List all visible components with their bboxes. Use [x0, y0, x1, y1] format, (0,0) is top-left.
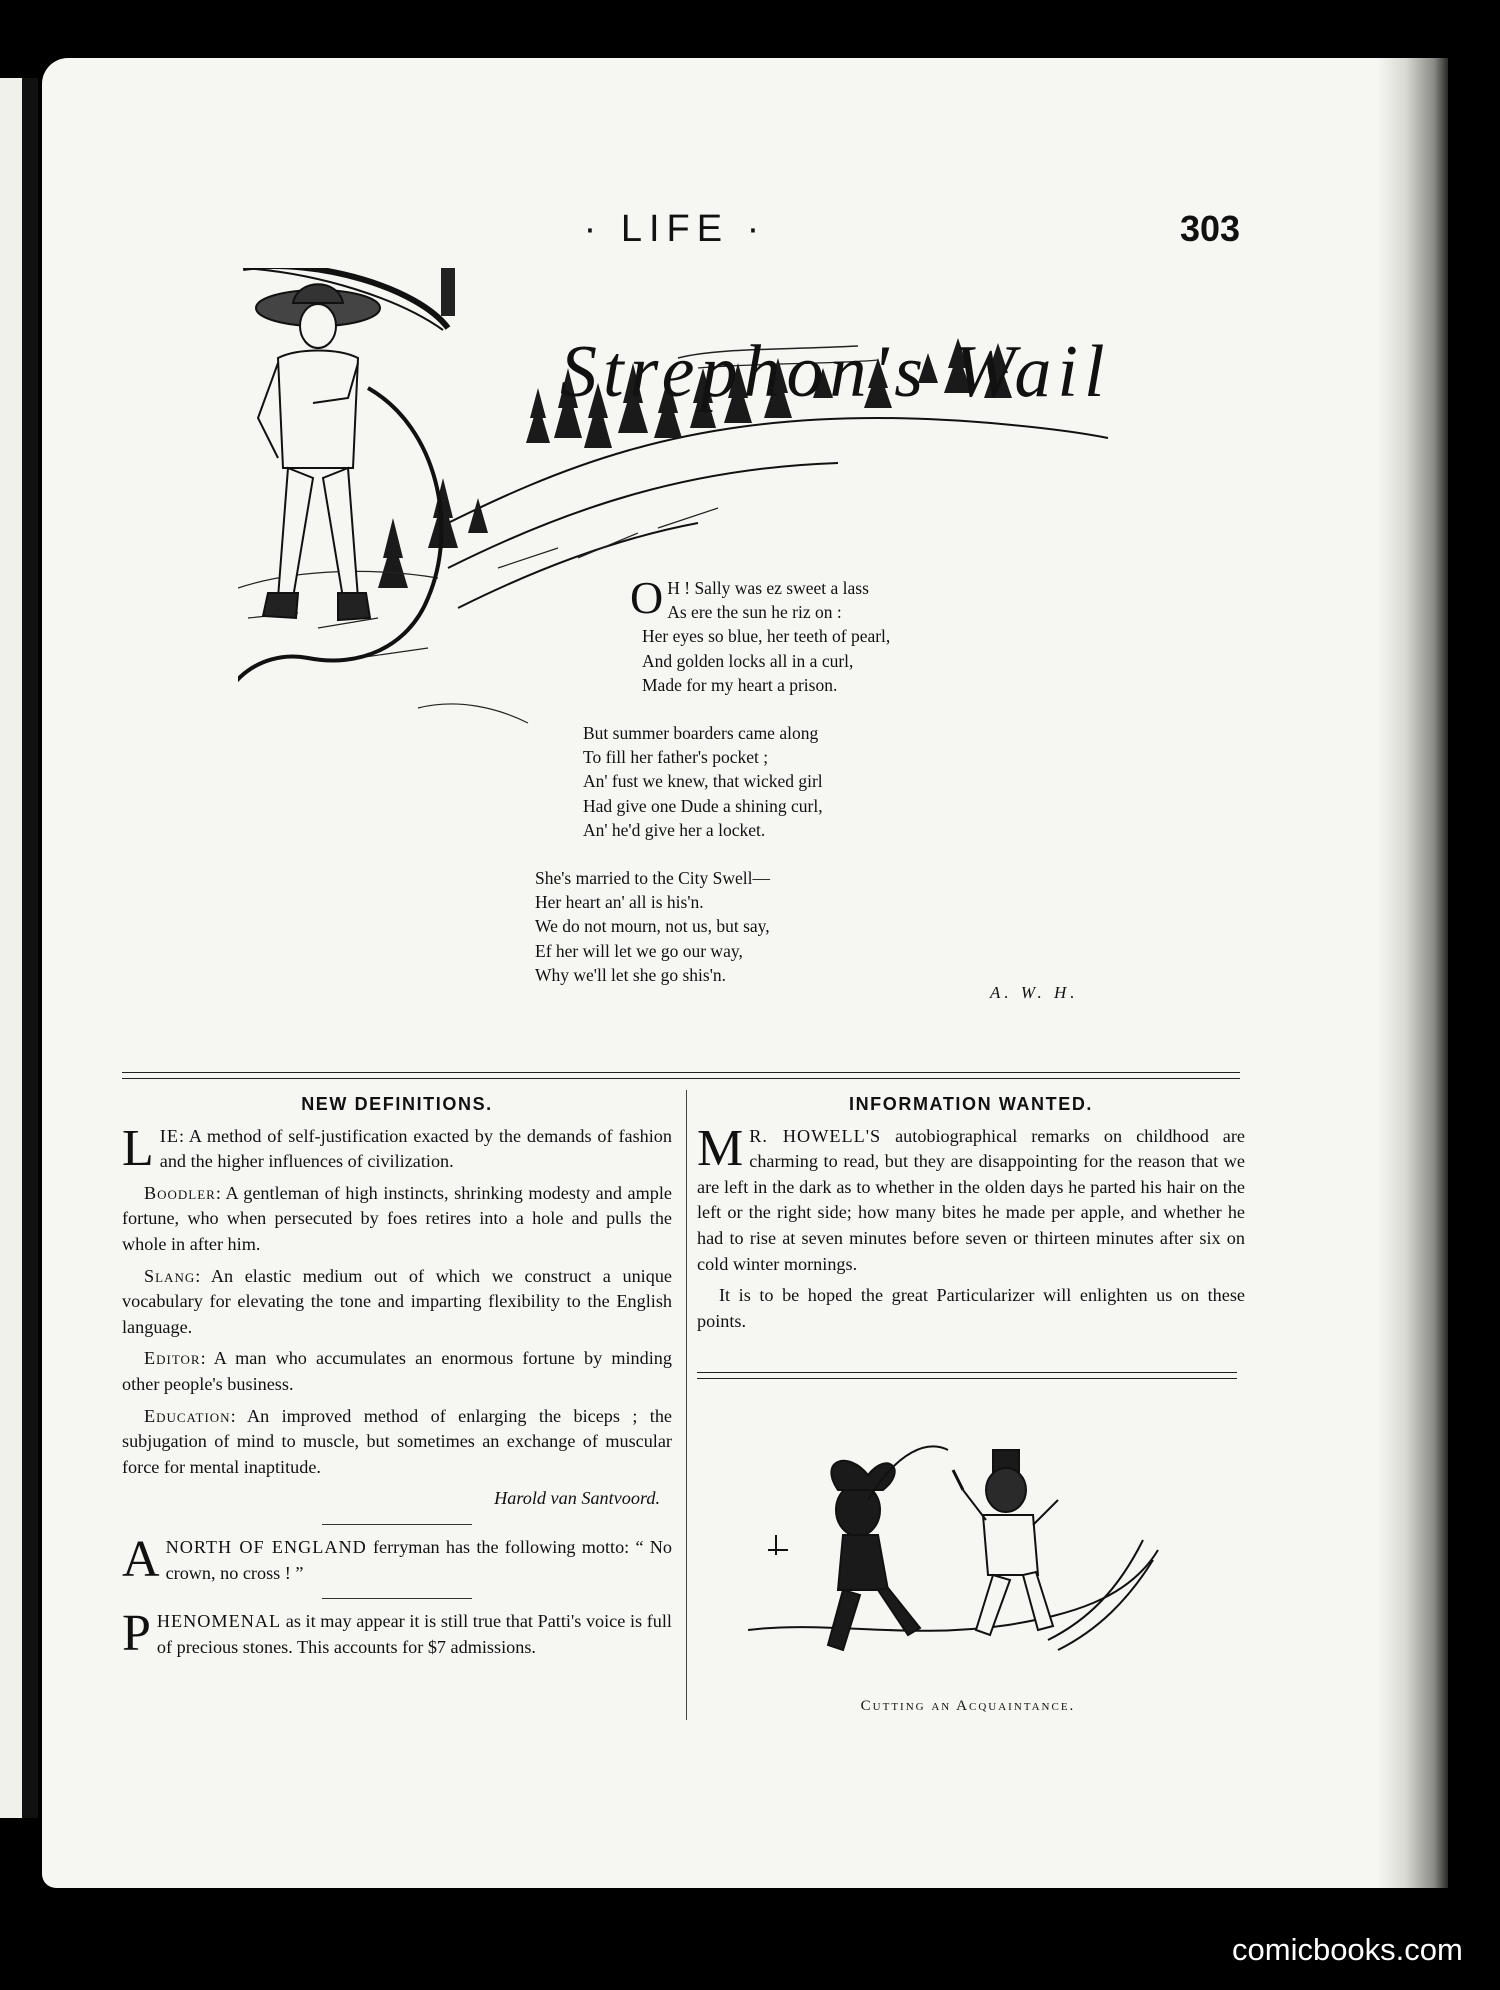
lie-initial: L	[122, 1119, 154, 1177]
poem-body	[535, 572, 1150, 1011]
phenomenal-caps: HENOMENAL	[156, 1611, 282, 1632]
left-column	[122, 1092, 672, 1666]
column-divider	[686, 1090, 687, 1720]
watermark: comicbooks.com	[1232, 1932, 1463, 1967]
poem-line: An' he'd give her a locket.	[583, 819, 766, 840]
definitions-signature: Harold van Santvoord.	[494, 1488, 660, 1509]
poem-line: An' fust we knew, that wicked girl	[583, 771, 823, 792]
poem-line: To fill her father's pocket ;	[583, 747, 769, 768]
poem-line: As ere the sun he riz on :	[667, 602, 842, 623]
poem-line: Had give one Dude a shining curl,	[583, 795, 823, 816]
lie-term: IE	[159, 1125, 179, 1146]
lie-text: : A method of self-justification exacted by the demands of fashion and the higher influences of civilization.	[159, 1125, 672, 1172]
phenomenal-initial: P	[122, 1605, 151, 1663]
poem-line: H ! Sally was ez sweet a lass	[667, 578, 869, 598]
poem-author: A. W. H.	[990, 983, 1079, 1002]
boodler-term: Boodler	[144, 1182, 216, 1203]
poem-line: But summer boarders came along	[583, 723, 819, 744]
poem-line: She's married to the City Swell—	[535, 868, 771, 889]
information-wanted-heading: INFORMATION WANTED.	[848, 1094, 1094, 1114]
poem-line: Ef her will let we go our way,	[535, 940, 743, 961]
slang-text: : An elastic medium out of which we construct a unique vocabulary for elevating the tone and imparting flexibility to the English language.	[122, 1265, 672, 1337]
editor-text: : A man who accumulates an enormous fortune by minding other people's business.	[122, 1348, 672, 1394]
slang-term: Slang	[144, 1265, 196, 1286]
page-edge-shadow	[1378, 58, 1448, 1888]
howells-text: autobiographical remarks on childhood are charming to read, but they are disappointing for the reason that we are left in the dark as to whether in the olden days he parted his hair on the left or the right side; how many bites he made per apple, and whether he had to rise at seven minutes before seven or thirteen minutes after six on cold winter mornings.	[697, 1125, 1246, 1274]
poem-stanza-1	[630, 572, 1150, 697]
education-term: Education	[144, 1405, 231, 1426]
short-divider	[322, 1524, 472, 1525]
poem-line: We do not mourn, not us, but say,	[535, 916, 770, 937]
poem-stanza-2	[583, 721, 1150, 842]
magazine-title: · LIFE ·	[583, 208, 767, 250]
phenomenal-text: as it may appear it is still true that Patti's voice is full of precious stones. This accounts for $7 admissions.	[156, 1611, 672, 1657]
definition-editor	[122, 1346, 672, 1397]
definition-boodler	[122, 1181, 672, 1258]
ferryman-initial: A	[122, 1530, 160, 1588]
section-divider	[122, 1072, 1240, 1079]
definition-lie	[122, 1119, 672, 1177]
poem-dropcap: O	[630, 572, 664, 623]
ferryman-paragraph	[122, 1530, 672, 1588]
poem-line: Her eyes so blue, her teeth of pearl,	[642, 626, 891, 647]
cartoon-illustration	[748, 1430, 1168, 1680]
page-gutter	[22, 78, 38, 1818]
right-column-divider	[697, 1372, 1237, 1379]
poem-stanza-3	[535, 866, 1150, 987]
ferryman-caps: NORTH OF ENGLAND	[165, 1536, 367, 1557]
poem-line: Her heart an' all is his'n.	[535, 892, 704, 913]
cartoon-caption: Cutting an Acquaintance.	[860, 1698, 1076, 1714]
ferryman-text: ferryman has the following motto: “ No crown, no cross ! ”	[165, 1536, 672, 1583]
howells-paragraph	[697, 1119, 1246, 1278]
right-column	[697, 1092, 1245, 1340]
poem-line: Why we'll let she go shis'n.	[535, 964, 727, 985]
editor-term: Editor	[144, 1348, 201, 1369]
definition-education	[122, 1404, 672, 1481]
education-text: : An improved method of enlarging the biceps ; the subjugation of mind to muscle, but sometimes an exchange of muscular force for mental inaptitude.	[122, 1405, 672, 1477]
howells-caps: R. HOWELL'S	[749, 1125, 882, 1146]
particularizer-paragraph: It is to be hoped the great Particularizer will enlighten us on these points.	[697, 1285, 1245, 1331]
definition-slang	[122, 1264, 672, 1341]
phenomenal-paragraph	[122, 1605, 672, 1663]
new-definitions-heading: NEW DEFINITIONS.	[301, 1094, 493, 1114]
page-number: 303	[1180, 208, 1241, 249]
short-divider	[322, 1598, 472, 1599]
boodler-text: : A gentleman of high instincts, shrinking modesty and ample fortune, who when persecuted by foes retires into a hole and pulls the whole in after him.	[122, 1182, 672, 1254]
poem-title: Strephon's Wail	[560, 331, 1111, 413]
poem-line: And golden locks all in a curl,	[642, 650, 854, 671]
poem-line: Made for my heart a prison.	[642, 674, 838, 695]
howells-initial: M	[697, 1119, 744, 1177]
